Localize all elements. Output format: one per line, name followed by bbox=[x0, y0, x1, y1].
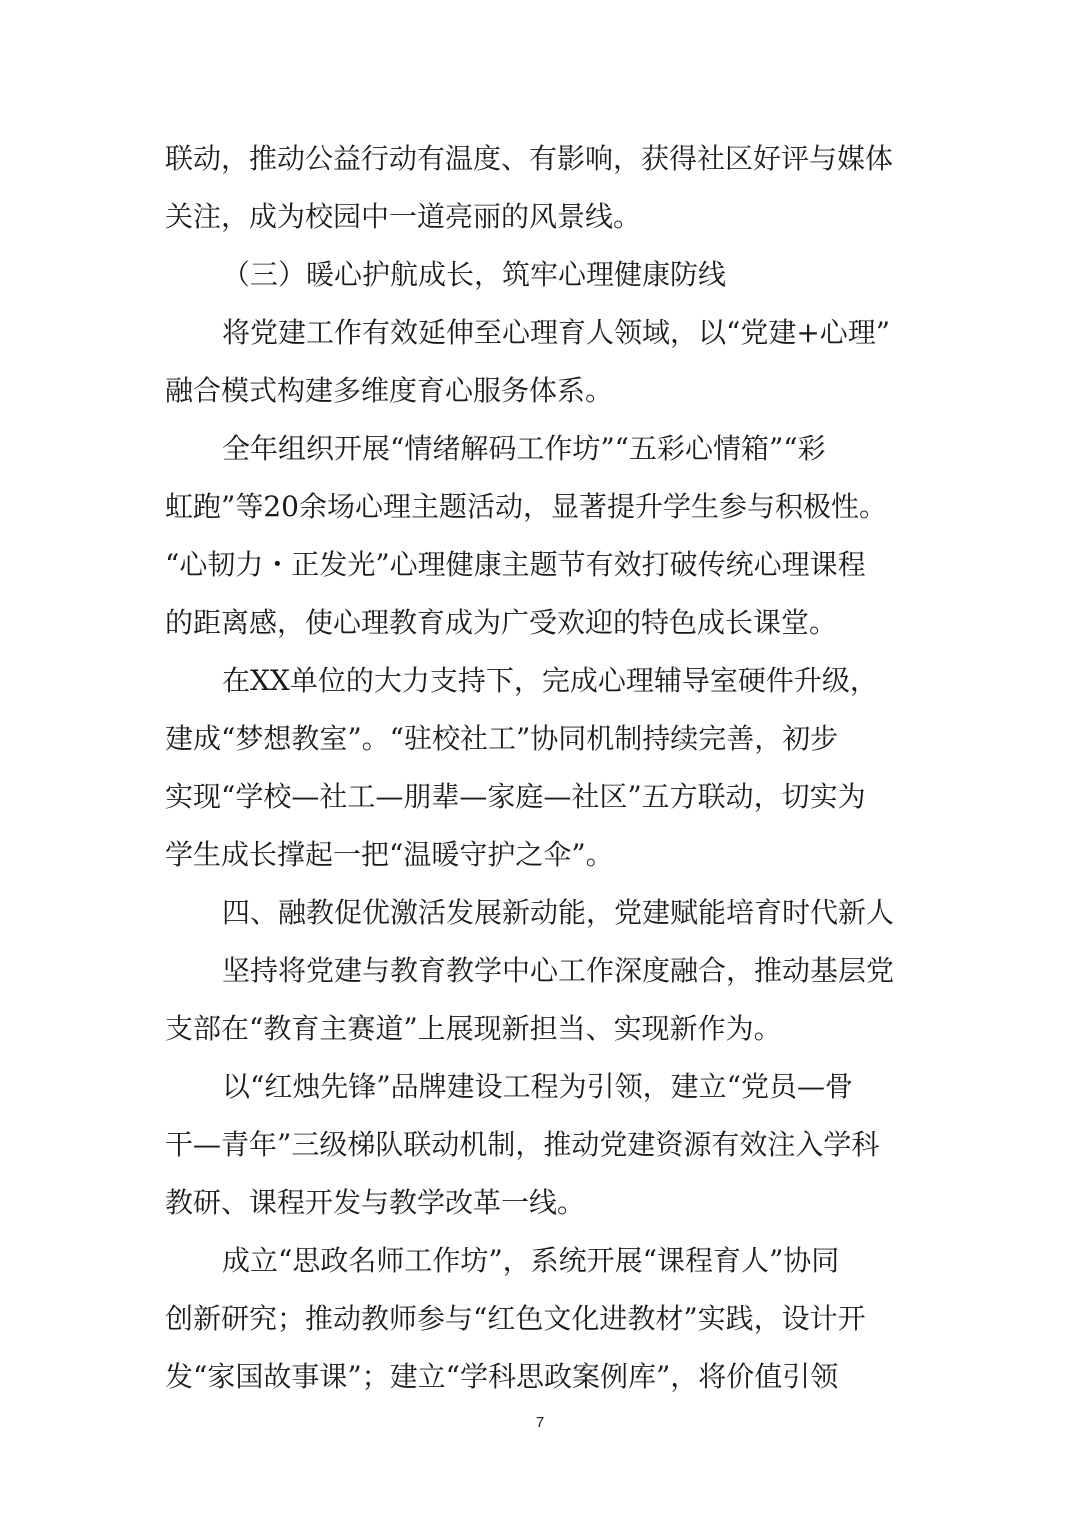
text-line: 学生成长撑起一把“温暖守护之伞”。 bbox=[165, 838, 614, 871]
text-line: 教研、课程开发与教学改革一线。 bbox=[165, 1186, 586, 1219]
text-line: 融合模式构建多维度育心服务体系。 bbox=[165, 374, 614, 407]
text-line: 全年组织开展“情绪解码工作坊”“五彩心情箱”“彩 bbox=[222, 432, 826, 465]
text-line: 关注，成为校园中一道亮丽的风景线。 bbox=[165, 200, 642, 233]
text-line: 坚持将党建与教育教学中心工作深度融合，推动基层党 bbox=[222, 954, 895, 987]
text-line: 将党建工作有效延伸至心理育人领域，以“党建+心理” bbox=[222, 316, 891, 349]
text-line: 以“红烛先锋”品牌建设工程为引领，建立“党员—骨 bbox=[222, 1070, 853, 1103]
text-line: （三）暖心护航成长，筑牢心理健康防线 bbox=[222, 258, 727, 291]
text-line: 四、融教促优激活发展新动能，党建赋能培育时代新人 bbox=[222, 896, 895, 929]
text-line: 成立“思政名师工作坊”，系统开展“课程育人”协同 bbox=[222, 1244, 840, 1277]
page-number: 7 bbox=[535, 1414, 545, 1431]
text-line: 发“家国故事课”；建立“学科思政案例库”，将价值引领 bbox=[165, 1360, 839, 1393]
text-line: 的距离感，使心理教育成为广受欢迎的特色成长课堂。 bbox=[165, 606, 838, 639]
text-line: 创新研究；推动教师参与“红色文化进教材”实践，设计开 bbox=[165, 1302, 866, 1335]
document-body bbox=[165, 130, 925, 1406]
text-line: 联动，推动公益行动有温度、有影响，获得社区好评与媒体 bbox=[165, 142, 894, 175]
text-line: 虹跑”等20余场心理主题活动，显著提升学生参与积极性。 bbox=[165, 490, 887, 523]
text-line: 干—青年”三级梯队联动机制，推动党建资源有效注入学科 bbox=[165, 1128, 880, 1161]
text-line: 实现“学校—社工—朋辈—家庭—社区”五方联动，切实为 bbox=[165, 780, 866, 813]
text-line: 建成“梦想教室”。“驻校社工”协同机制持续完善，初步 bbox=[165, 722, 839, 755]
text-line: “心韧力・正发光”心理健康主题节有效打破传统心理课程 bbox=[165, 548, 866, 581]
text-line: 支部在“教育主赛道”上展现新担当、实现新作为。 bbox=[165, 1012, 782, 1045]
text-line: 在XX单位的大力支持下，完成心理辅导室硬件升级， bbox=[222, 664, 878, 697]
